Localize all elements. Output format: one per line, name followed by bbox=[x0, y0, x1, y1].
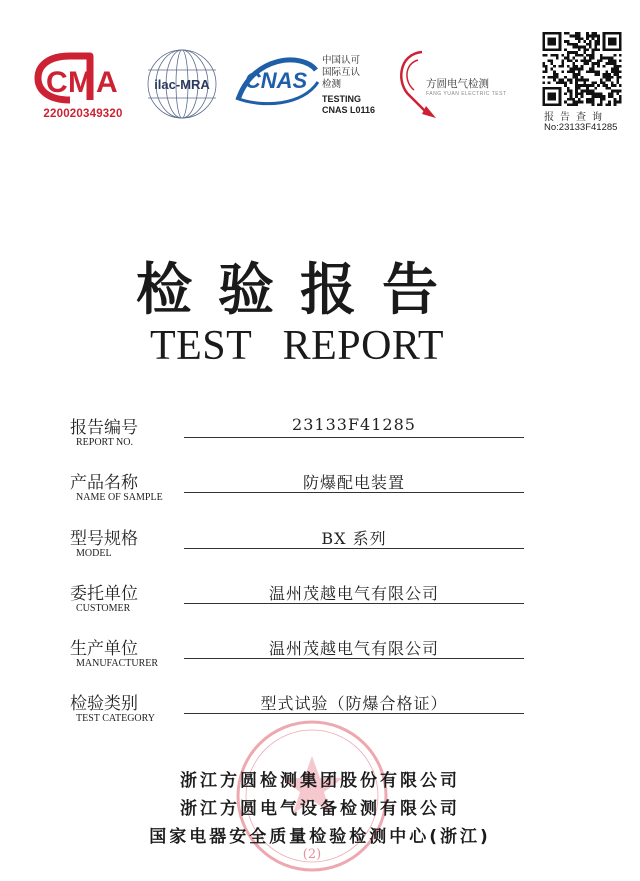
footer-org-line-2: 浙江方圆电气设备检测有限公司 bbox=[180, 799, 460, 819]
svg-text:CNAS: CNAS bbox=[244, 68, 308, 93]
field-label-en: TEST CATEGORY bbox=[76, 713, 155, 724]
field-sample-name bbox=[0, 468, 640, 518]
ilac-mra-logo bbox=[142, 44, 222, 124]
fangyuan-cn-text: 方圆电气检测 bbox=[426, 78, 489, 90]
svg-text:(2): (2) bbox=[302, 847, 322, 862]
field-underline bbox=[184, 603, 524, 604]
field-value: BX 系列 bbox=[321, 529, 387, 548]
field-value: 型式试验（防爆合格证） bbox=[260, 694, 448, 713]
field-value: 温州茂越电气有限公司 bbox=[268, 639, 439, 658]
cnas-en-text: TESTING CNAS L0116 bbox=[322, 94, 376, 115]
field-underline bbox=[184, 548, 524, 549]
footer-org-line-3: 国家电器安全质量检验检测中心(浙江) bbox=[149, 827, 491, 847]
field-value: 温州茂越电气有限公司 bbox=[268, 584, 439, 603]
qr-label: 报告查询 bbox=[544, 112, 608, 123]
field-label-cn: 检验类别 bbox=[70, 694, 138, 714]
field-label-cn: 委托单位 bbox=[70, 584, 138, 604]
title-chinese: 检验报告 bbox=[136, 257, 464, 323]
svg-text:A: A bbox=[96, 66, 118, 99]
qr-report-number: No:23133F41285 bbox=[544, 122, 618, 133]
field-value: 防爆配电装置 bbox=[302, 473, 405, 492]
field-value: 23133F41285 bbox=[292, 415, 416, 434]
field-underline bbox=[184, 492, 524, 493]
title-english: TEST REPORT bbox=[150, 323, 445, 369]
field-report-no bbox=[0, 413, 640, 463]
svg-text:M: M bbox=[68, 66, 93, 99]
field-underline bbox=[184, 658, 524, 659]
cma-number: 220020349320 bbox=[43, 108, 123, 120]
field-label-en: CUSTOMER bbox=[76, 603, 131, 614]
field-label-cn: 报告编号 bbox=[70, 418, 138, 438]
field-label-en: MODEL bbox=[76, 548, 112, 559]
svg-text:C: C bbox=[46, 66, 68, 99]
field-label-en: NAME OF SAMPLE bbox=[76, 492, 163, 503]
qr-code bbox=[542, 32, 622, 106]
field-customer bbox=[0, 579, 640, 629]
cnas-cn-text: 中国认可 国际互认 检测 bbox=[322, 55, 361, 90]
fangyuan-en-text: FANG YUAN ELECTRIC TEST bbox=[426, 91, 507, 97]
field-model bbox=[0, 524, 640, 574]
field-label-en: REPORT NO. bbox=[76, 437, 134, 448]
cnas-logo bbox=[232, 52, 320, 108]
field-label-cn: 型号规格 bbox=[70, 529, 138, 549]
field-label-en: MANUFACTURER bbox=[76, 658, 159, 669]
field-underline bbox=[184, 437, 524, 438]
field-label-cn: 产品名称 bbox=[70, 473, 138, 493]
footer-org-line-1: 浙江方圆检测集团股份有限公司 bbox=[180, 771, 460, 791]
field-underline bbox=[184, 713, 524, 714]
field-label-cn: 生产单位 bbox=[70, 639, 138, 659]
svg-text:ilac-MRA: ilac-MRA bbox=[154, 77, 210, 92]
field-manufacturer bbox=[0, 634, 640, 684]
